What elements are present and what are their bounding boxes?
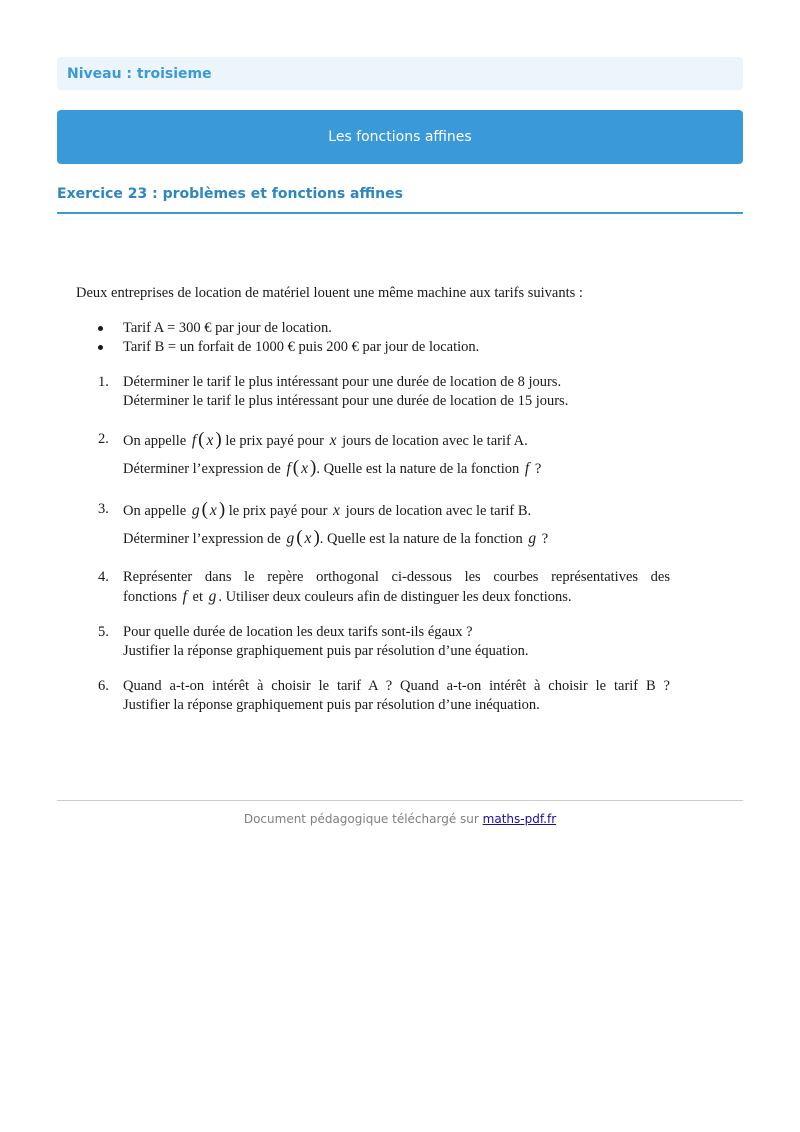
math-variable: x: [304, 530, 312, 547]
tariff-text: Tarif A = 300 € par jour de location.: [123, 320, 332, 336]
question-text: ?: [534, 461, 542, 477]
math-paren: (: [198, 429, 205, 450]
bullet-icon: [98, 345, 103, 350]
question-text: fonctions: [123, 589, 177, 605]
question-text: Déterminer l’expression de: [123, 461, 281, 477]
question-text: . Utiliser deux couleurs afin de distinguer les deux fonctions.: [218, 589, 572, 605]
math-paren: ): [218, 499, 226, 520]
tariff-item-a: [76, 319, 670, 338]
question-number: 6.: [98, 678, 109, 694]
math-variable: x: [301, 460, 308, 477]
math-paren: (: [292, 457, 300, 478]
math-paren: (: [201, 499, 208, 520]
question-text: le prix payé pour: [228, 503, 328, 519]
question-line: [123, 458, 670, 479]
question-2: [76, 430, 670, 479]
question-line: Quand a-t-on intérêt à choisir le tarif A ? Quand a-t-on intérêt à choisir le tarif B ?: [123, 678, 670, 694]
math-function-name: g: [286, 530, 295, 547]
question-line: Justifier la réponse graphiquement puis par résolution d’une équation.: [123, 643, 529, 659]
question-4: [76, 568, 670, 607]
exercise-content: [76, 284, 670, 715]
math-function-name: f: [182, 588, 187, 605]
question-number: 3.: [98, 501, 109, 517]
question-line: [123, 430, 670, 451]
question-number: 1.: [98, 374, 109, 390]
question-text: jours de location avec le tarif A.: [342, 433, 528, 449]
question-line: Représenter dans le repère orthogonal ci-dessous les courbes représentatives des: [123, 569, 670, 585]
math-function-name: f: [524, 460, 530, 477]
math-paren: ): [215, 429, 222, 450]
math-variable: x: [333, 502, 340, 519]
math-variable: x: [209, 502, 217, 519]
math-paren: ): [310, 457, 317, 478]
question-line: [123, 528, 670, 549]
question-text: ?: [541, 531, 549, 547]
question-3: [76, 500, 670, 549]
question-text: et: [192, 589, 203, 605]
question-text: Déterminer l’expression de: [123, 531, 281, 547]
question-1: [76, 373, 670, 411]
question-text: On appelle: [123, 503, 187, 519]
math-function-name: g: [528, 530, 537, 547]
math-variable: x: [329, 432, 337, 449]
question-text: le prix payé pour: [225, 433, 324, 449]
level-label: Niveau : troisieme: [57, 57, 743, 90]
question-line: [123, 500, 670, 521]
chapter-title-banner: Les fonctions affines: [57, 110, 743, 164]
tariff-item-b: [76, 338, 670, 357]
question-list: [76, 373, 670, 715]
question-5: [76, 623, 670, 661]
question-line: Pour quelle durée de location les deux tarifs sont-ils égaux ?: [123, 624, 473, 640]
question-text: . Quelle est la nature de la fonction: [319, 531, 523, 547]
question-number: 4.: [98, 569, 109, 585]
math-function-name: g: [191, 502, 200, 519]
math-function-name: f: [191, 432, 197, 449]
question-6: [76, 677, 670, 715]
question-line: Déterminer le tarif le plus intéressant pour une durée de location de 15 jours.: [123, 393, 569, 409]
question-text: . Quelle est la nature de la fonction: [316, 461, 520, 477]
tariff-text: Tarif B = un forfait de 1000 € puis 200 € par jour de location.: [123, 339, 480, 355]
footer-divider: [57, 800, 743, 801]
question-line: Déterminer le tarif le plus intéressant pour une durée de location de 8 jours.: [123, 374, 562, 390]
exercise-title: Exercice 23 : problèmes et fonctions affines: [57, 186, 403, 202]
question-number: 2.: [98, 431, 109, 447]
exercise-intro: Deux entreprises de location de matériel louent une même machine aux tarifs suivants :: [76, 285, 583, 301]
math-paren: (: [296, 527, 303, 548]
math-variable: x: [206, 432, 214, 449]
math-function-name: g: [208, 588, 217, 605]
question-text: jours de location avec le tarif B.: [345, 503, 532, 519]
exercise-title-underline: [57, 212, 743, 214]
question-line: Justifier la réponse graphiquement puis par résolution d’une inéquation.: [123, 697, 540, 713]
footer-link[interactable]: maths-pdf.fr: [482, 812, 557, 826]
question-number: 5.: [98, 624, 109, 640]
bullet-icon: [98, 326, 103, 331]
math-function-name: f: [286, 460, 291, 477]
footer-text: Document pédagogique téléchargé sur: [243, 812, 479, 826]
tariff-list: [76, 319, 670, 357]
question-line: [123, 587, 670, 607]
math-paren: ): [313, 527, 320, 548]
question-text: On appelle: [123, 433, 187, 449]
footer: [57, 812, 743, 826]
